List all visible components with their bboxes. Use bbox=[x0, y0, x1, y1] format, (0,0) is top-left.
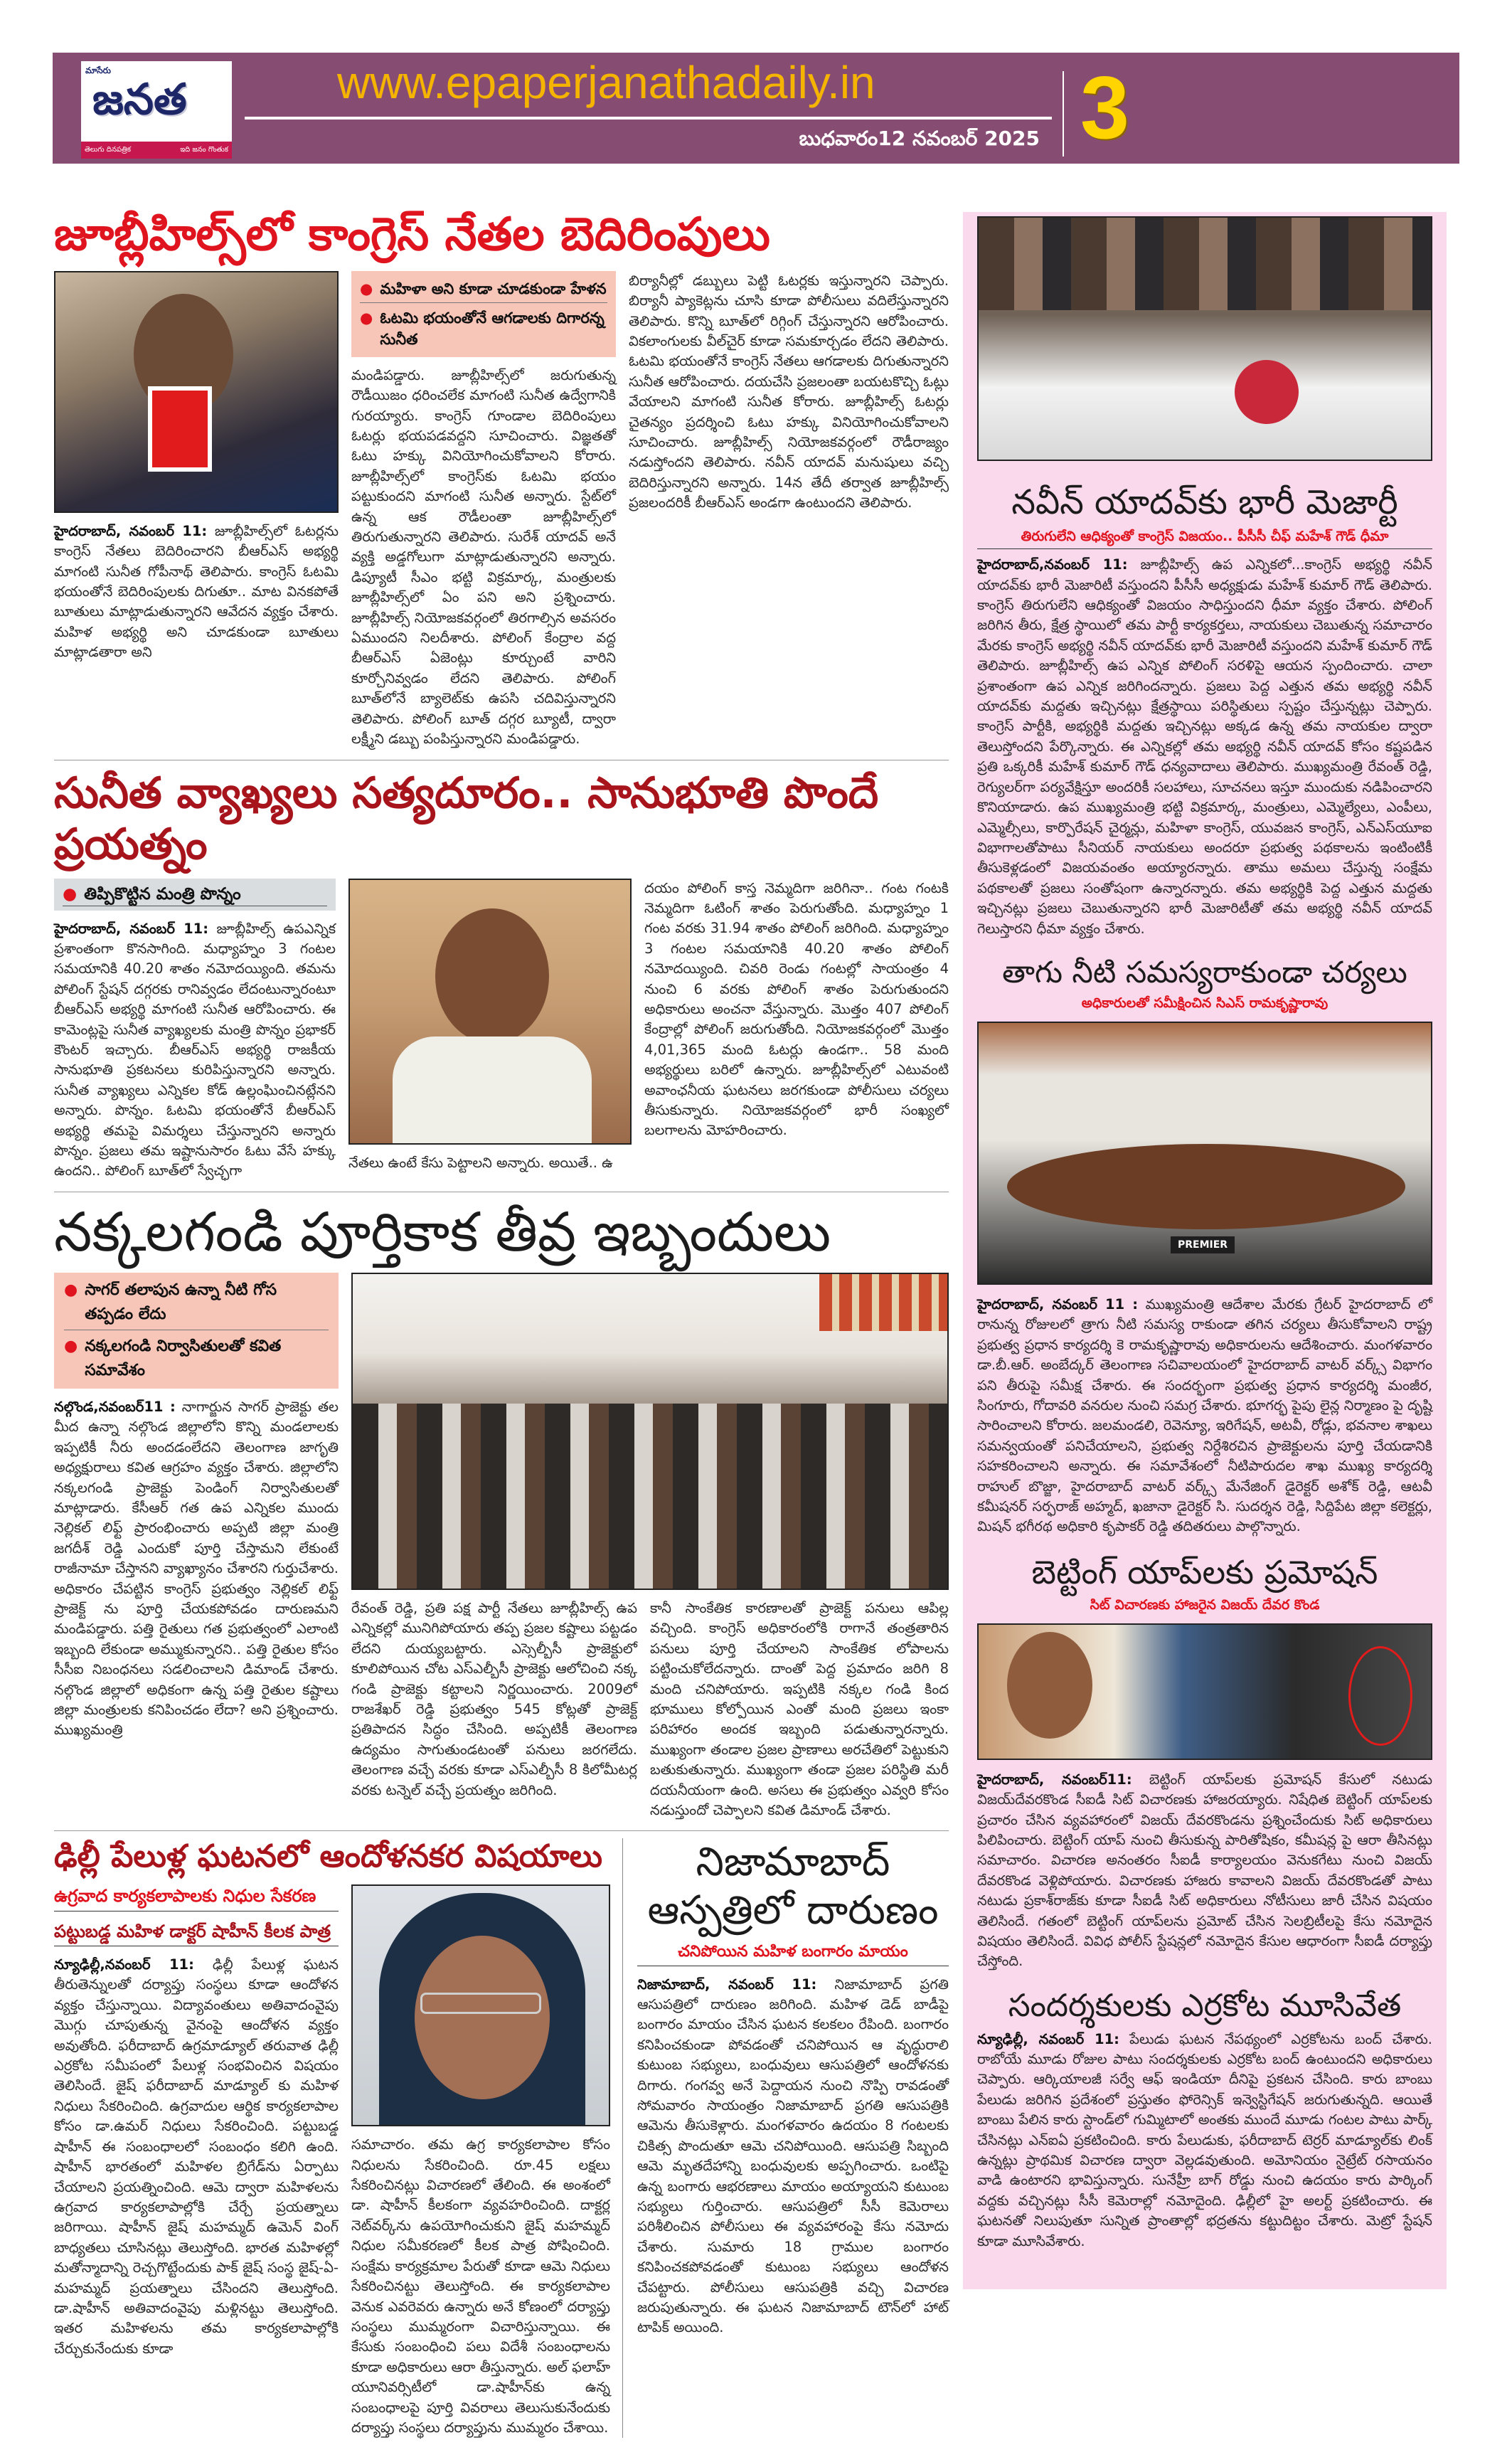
headline-betting[interactable]: బెట్టింగ్ యాప్‌లకు ప్రమోషన్ bbox=[1031, 1552, 1378, 1591]
masthead-vertical-divider bbox=[1063, 71, 1064, 157]
article-sunitha-photo-tail: నేతలు ఉంటే కేసు పెట్టాలని అన్నారు. అయితే.. ఉ bbox=[348, 1154, 613, 1171]
photo-minister-ponnam bbox=[348, 879, 632, 1145]
mic-tv-news-icon bbox=[148, 386, 212, 472]
website-link[interactable]: www.epaperjanathadaily.in bbox=[337, 57, 875, 108]
article-nakkalagandi bbox=[54, 1199, 949, 1832]
bottom-left-row bbox=[54, 1838, 949, 2448]
photo-bouquet bbox=[1235, 360, 1299, 424]
bullet-icon: ● bbox=[64, 1280, 78, 1299]
photo-crowd bbox=[979, 218, 1431, 310]
headline-nizamabad-line2: ఆస్పత్రిలో దారుణం bbox=[647, 1887, 939, 1934]
article-jubilee-col3: బిర్యానీల్లో డబ్బులు పెట్టి ఓటర్లకు ఇస్తున్నారని చెప్పారు. బిర్యానీ ప్యాకెట్లను చూసి కూడా పోలీసులు వదిలేస్తున్నారని తెలిపారు. కొన్ని బూత్‌లో రిగ్గింగ్ చేస్తున్నారని ఆరోపించారు. వికలాంగులకు వీల్‌చైర్ కూడా సమకూర్చడం లేదని తెలిపారు. ఓటమి భయంతోనే కాంగ్రెస్ నేతలు ఆగడాలకు దిగుతున్నారని సునీత ఆరోపించారు. దయచేసి ప్రజలంతా బయటకొచ్చి ఓట్లు వేయాలని మాగంటి సునీత కోరారు. జూబ్లీహిల్స్ ఓటర్లు చైతన్యం ప్రదర్శించి ఓటు హక్కు వినియోగించుకోవాలని సూచించారు. జూబ్లీహిల్స్ నియోజకవర్గంలో రౌడీరాజ్యం నడుస్తోందని తెలిపారు. నవీన్ యాదవ్ మనుషులు వచ్చి బెదిరిస్తున్నారని అన్నారు. 14న తేదీ తర్వాత జూబ్లీహిల్స్ ప్రజలందరికీ బీఆర్ఎస్ అండగా ఉంటుందని తెలిపారు. bbox=[629, 272, 949, 511]
newspaper-logo[interactable] bbox=[81, 61, 232, 159]
red-circle-highlight-icon bbox=[1348, 1646, 1412, 1746]
photo-dr-shaheen bbox=[351, 1884, 610, 2126]
headline-jubilee[interactable]: జూబ్లీహిల్స్‌లో కాంగ్రెస్ నేతల బెదిరింపులు bbox=[54, 208, 770, 261]
subhead-water: అధికారులతో సమీక్షించిన సిఎస్ రామకృష్ణారావు bbox=[1081, 995, 1329, 1012]
headline-red-fort[interactable]: సందర్శకులకు ఎర్రకోట మూసివేత bbox=[1008, 1987, 1402, 2024]
glasses-icon bbox=[420, 1993, 541, 2014]
article-nakkalagandi-col1: నల్గొండ,నవంబర్11 : నాగార్జున సాగర్ ప్రాజెక్టు తల మీద ఉన్నా నల్గొండ జిల్లాలోని కొన్ని మండలాలకు ఇప్పటికీ నీరు అందడంలేదని తెలంగాణ జాగృతి అధ్యక్షురాలు కవిత ఆగ్రహం వ్యక్తం చేశారు. జిల్లాలోని నక్కలగండి ప్రాజెక్టు పెండింగ్ నిర్వాసితులతో మాట్లాడారు. కేసీఆర్ గత ఉప ఎన్నికల ముందు నెల్లికల్ లిఫ్ట్ ప్రారంభించారు అప్పటి జిల్లా మంత్రి జగదీశ్ రెడ్డి ఎందుకో పూర్తి చేస్తామని లేకుంటే రాజీనామా చేస్తానని వ్యాఖ్యానం చేశారని గుర్తుచేశారు. అధికారం చేపట్టిన కాంగ్రెస్ ప్రభుత్వం నెల్లికల్ లిఫ్ట్ ప్రాజెక్ట్ ను పూర్తి చేయకపోవడం దారుణమని మండిపడ్డారు. పత్తి రైతులు గత ప్రభుత్వంలో ఎలాంటి ఇబ్బంది లేకుండా అమ్ముకున్నారని.. పత్తి రైతుల కోసం సీసీఐ నిబంధనలు సడలించాలని డిమాండ్ చేశారు. నల్గొండ జిల్లాలో అధికంగా ఉన్న పత్తి రైతుల కష్టాలు జిల్లా మంత్రులకు కనిపించడం లేదా? అని ప్రశ్నించారు. ముఖ్యమంత్రి bbox=[54, 1398, 339, 1739]
masthead-divider bbox=[245, 117, 1052, 120]
logo-tagline-band bbox=[81, 142, 232, 159]
highlight-item: ● మహిళా అని కూడా చూడకుండా హేళన bbox=[360, 278, 607, 303]
photo-tent-canopy bbox=[819, 1274, 947, 1331]
headline-delhi-blast[interactable]: ఢిల్లీ పేలుళ్ల ఘటనలో ఆందోళనకర విషయాలు bbox=[54, 1838, 602, 1875]
article-nakkalagandi-col3: కానీ సాంకేతిక కారణాలతో ప్రాజెక్ట్ పనులు ఆపిల్ల వచ్చింది. కాంగ్రెస్ అధికారంలోకి రాగానే తంత్రతారిన పనులు పూర్తి చేయాలని సాంకేతిక లోపాలను పట్టించుకోలేదన్నారు. దాంతో పెద్ద ప్రమాదం జరిగి 8 మంది చనిపోయారు. ఇప్పటికి నక్కల గండి కింద భూములు కోల్పోయిన ఎంతో మంది ప్రజలు ఇంకా పరిహారం అందక ఇబ్బంది పడుతున్నారన్నారు. ముఖ్యంగా తండాల ప్రజల ప్రాణాలు అరచేతిలో పెట్టుకుని బతుకుతున్నారు. ముఖ్యంగా తండా ప్రజల పరిస్థితి మరీ దయనీయంగా ఉంది. అసలు ఈ ప్రభుత్వం ఎవ్వరి కోసం నడుస్తుందో చెప్పాలని కవిత డిమాండ్ చేశారు. bbox=[650, 1599, 949, 1819]
headline-nizamabad-line1: నిజామాబాద్ bbox=[696, 1839, 890, 1886]
article-red-fort-body: న్యూఢిల్లీ, నవంబర్ 11: పేలుడు ఘటన నేపథ్యంలో ఎర్రకోటను బంద్ చేశారు. రాబోయే మూడు రోజుల పాటు సందర్శకులకు ఎర్రకోట బంద్ ఉంటుందని అధికారులు చెప్పారు. ఆర్కియాలజీ సర్వే ఆఫ్ ఇండియా దీనిపై ప్రకటన చేసింది. కారు బాంబు పేలుడు జరిగిన ప్రదేశంలో ప్రస్తుతం ఫోరెన్సిక్ ఇన్వెస్టిగేషన్ జరుగుతున్నది. ఆయితే బాంబు పేలిన కారు స్టాండ్‌లో గుమ్మిటాలో అంతకు ముందే మూడు గంటల పాటు పార్క్ చేసినట్లు ఎన్ఐఏ ప్రకటించింది. కారు పేలుడుకు, ఫరీదాబాద్ టెర్రర్ మాడ్యూల్‌కు లింక్ ఉన్నట్లు ప్రాథమిక విచారణ ద్వారా వెల్లడవుతుంది. అమోనియం నైట్రేట్ రసాయనం వాడి ఉంటారని భావిస్తున్నారు. సునేహ్రీ బాగ్ రోడ్డు నుంచి ఉదయం కారు పార్కింగ్ వద్దకు వచ్చినట్లు సీసీ కెమెరాల్లో నమోదైంది. ఢిల్లీలో హై అలర్ట్ ప్రకటించారు. ఈ ఘటనతో నిలుపుతూ సున్నిత ప్రాంతాల్లో భద్రతను కట్టుదిట్టం చేశారు. మెట్రో స్టేషన్ కూడా మూసివేశారు. bbox=[977, 2030, 1432, 2249]
subhead-nizamabad: చనిపోయిన మహిళ బంగారం మాయం bbox=[637, 1941, 949, 1966]
article-delhi-col1: న్యూఢిల్లీ,నవంబర్ 11: ఢిల్లీ పేలుళ్ల ఘటన తీరుతెన్నులతో దర్యాప్తు సంస్థలు కూడా ఆందోళన వ్యక్తం చేస్తున్నాయి. విద్యావంతులు అతివాదంవైపు మొగ్గు చూపుతున్న వైనంపై ఆందోళన వ్యక్తం అవుతోంది. ఫరీదాబాద్ ఉగ్రమాడ్యూల్ తరువాత ఢిల్లీ ఎర్రకోట సమీపంలో పేలుళ్ల సంభవించిన విషయం తెలిసిందే. జైష్ ఫరీదాబాద్ మాడ్యూల్ కు మహిళ నిధులు సేకరించింది. ఉగ్రవాదుల ఆర్థిక కార్యకలాపాల కోసం డా.ఉమర్ నిధులు సేకరించింది. పట్టుబడ్డ షాహీన్ ఈ సంబంధాలలో సంబంధం కలిగి ఉంది. షాహీన్ భారతంలో మహిళల బ్రిగేడ్‌ను ఏర్పాటు చేయాలని ప్రయత్నించింది. ఆమె ద్వారా మహిళలను ఉగ్రవాద కార్యకలాపాల్లోకి చేర్చే ప్రయత్నాలు జరిగాయి. షాహీన్ జైష్ మహమ్మద్ ఉమెన్ వింగ్ బాధ్యతలు చూసినట్లు తెలుస్తోంది. భారత మహిళల్లో మతోన్మాదాన్ని రెచ్చగొట్టేందుకు పాక్ జైష్ సంస్థ జైష్-ఏ- మహమ్మద్ ప్రయత్నాలు చేసిందని తెలుస్తోంది. డా.షాహీన్ అతివాదంవైపు మళ్లినట్టు తెలుస్తోంది. ఇతర మహిళలను తమ కార్యకలాపాల్లోకి చేర్చుకునేందుకు కూడా bbox=[54, 1956, 339, 2357]
photo-kavitha-meeting bbox=[351, 1273, 949, 1590]
logo-tag-right: ఇది జనం గొంతుక bbox=[180, 146, 228, 154]
article-betting-body: హైదరాబాద్, నవంబర్11: బెట్టింగ్ యాప్‌లకు ప్రమోషన్ కేసులో నటుడు విజయ్‌దేవరకొండ సీఐడీ సిట్ విచారణకు హాజరయ్యారు. నిషేధిత బెట్టింగ్ యాప్‌లకు ప్రచారం చేసిన వ్యవహారంలో విజయ్ దేవరకొండను ప్రశ్నించేందుకు సిట్ అధికారులు పిలిపించారు. బెట్టింగ్ యాప్ నుంచి తీసుకున్న పారితోషికం, కమీషన్ల పై ఆరా తీసినట్లు సమాచారం. విచారణ అనంతరం సీఐడీ కార్యాలయం వెనుకగేటు నుంచి విజయ్ దేవరకొండ వెళ్లిపోయారు. విచారణకు హాజరు కావాలని విజయ్ దేవరకొండతో పాటు నటుడు ప్రకాశ్‌రాజ్‌కు కూడా సీఐడీ సిట్ అధికారులు నోటీసులు జారీ చేసిన విషయం తెలిసిందే. గతంలో బెట్టింగ్ యాప్‌లను ప్రమోట్ చేసిన సెలబ్రిటీలపై కేసు నమోదైన విషయం తెలిసిందే. వివిధ పోలీస్ స్టేషన్లలో నమోదైన కేసుల ఆధారంగా సీఐడీ దర్యాప్తు చేస్తోంది. bbox=[977, 1771, 1432, 1970]
article-jubilee-col1: హైదరాబాద్, నవంబర్ 11: జూబ్లీహిల్స్‌లో ఓటర్లను కాంగ్రెస్ నేతలు బెదిరించారని బీఆర్ఎస్ అభ్యర్థి మాగంటి సునీత గోపీనాథ్ తెలిపారు. కాంగ్రెస్ ఓటమి భయంతోనే బెదిరింపులకు దిగుతూ.. మాట వినకపోతే బూతులు మాట్లాడుతున్నారని ఆవేదన వ్యక్తం చేశారు. మహిళ అభ్యర్థి అని చూడకుండా బూతులు మాట్లాడతారా అని bbox=[54, 522, 339, 661]
article-sunitha-statements bbox=[54, 768, 949, 1192]
logo-tag-left: తెలుగు దినపత్రిక bbox=[85, 146, 132, 154]
article-jubilee bbox=[54, 208, 949, 760]
highlights-jubilee bbox=[351, 271, 616, 357]
subhead-betting: సిట్ విచారణకు హాజరైన విజయ్ దేవర కొండ bbox=[1090, 1597, 1320, 1613]
article-water-body: హైదరాబాద్, నవంబర్ 11 : ముఖ్యమంత్రి ఆదేశాల మేరకు గ్రేటర్ హైదరాబాద్ లో రానున్న రోజులలో త్రాగు నీటి సమస్య రాకుండా తగిన చర్యలు తీసుకోవాలని రాష్ట్ర ప్రభుత్వ ప్రధాన కార్యదర్శి కె రామకృష్ణారావు అధికారులను ఆదేశించారు. మంగళవారం డా.బీ.ఆర్. అంబేద్కర్ తెలంగాణ సచివాలయంలో హైదరాబాద్ వాటర్ వర్క్స్ విభాగం పని తీరుపై సమీక్ష చేశారు. ఈ సందర్భంగా ప్రభుత్వ ప్రధాన కార్యదర్శి మంజీర, సింగూరు, గోదావరి వనరుల నుంచి సమగ్ర చేశారు. భూగర్భ పైపు లైన్ల నిర్మాణం పై దృష్టి సారించాలని కోరారు. జలమండలి, రెవెన్యూ, ఇరిగేషన్, అటవీ, రోడ్లు, భవనాల శాఖలు సమన్వయంతో పనిచేయాలని, ప్రభుత్వ నిర్దేశిరచిన ప్రాజెక్టులను పూర్తి చేయడానికి సహకరించాలని అన్నారు. ఈ సమావేశంలో నీటిపారుదల శాఖ ముఖ్య కార్యదర్శి రాహుల్ బొజ్జా, హైదరాబాద్ వాటర్ వర్క్స్ మేనేజింగ్ డైరెక్టర్ అశోక్ రెడ్డి, ఆటవీ కమీషనర్ సర్ఫరాజ్ అహ్మద్, ఖజానా డైరెక్టర్ సి. సుదర్శన రెడ్డి, సిద్దిపేట జిల్లా కలెక్టర్లు, మిషన్ భగీరథ అధికారి కృపాకర్ రెడ్డి తదితరులు పాల్గొన్నారు. bbox=[977, 1295, 1432, 1535]
photo-face bbox=[1007, 1632, 1092, 1739]
photo-face bbox=[415, 1936, 550, 2099]
article-nakkalagandi-col2: రేవంత్ రెడ్డి, ప్రతి పక్ష పార్టీ నేతలు జూబ్లీహిల్స్ ఉప ఎన్నికల్లో మునిగిపోయారు తప్ప ప్రజల కష్టాలు పట్టడం లేదని దుయ్యబట్టారు. ఎస్సెల్బీసీ ప్రాజెక్టులో కూలిపోయిన చోట ఎస్ఎల్బీసీ ప్రాజెక్టు ఆలోచించి నక్క గండి ప్రాజెక్టు కట్టాలని నిర్ణయించారు. 2009లో రాజశేఖర్ రెడ్డి ప్రభుత్వం 545 కోట్లతో ప్రాజెక్ట్ ప్రతిపాదన సిద్ధం చేసింది. అప్పటికీ తెలంగాణ ఉద్యమం సాగుతుండటంతో పనులు జరగలేదు. తెలంగాణ వచ్చే వరకు కూడా ఎస్ఎల్బీసీ 8 కిలోమీటర్ల వరకు టన్నెల్ వచ్చే ప్రయత్నం జరిగింది. bbox=[351, 1599, 637, 1798]
headline-naveen[interactable]: నవీన్ యాదవ్‌కు భారీ మెజార్టీ bbox=[1011, 482, 1398, 522]
headline-nakkalagandi[interactable]: నక్కలగండి పూర్తికాక తీవ్ర ఇబ్బందులు bbox=[54, 1199, 831, 1263]
headline-nizamabad[interactable] bbox=[637, 1838, 949, 1934]
bullet-icon: ● bbox=[360, 309, 373, 327]
article-jubilee-col2: మండిపడ్డారు. జూబ్లీహిల్స్‌లో జరుగుతున్న రౌడీయిజం ధరించలేక మాగంటి సునీత ఉద్వేగానికి గురయ్యారు. కాంగ్రెస్ గూండాల బెదిరింపులు ఓటర్లు భయపడవద్దని సూచించారు. విజ్ఞతతో ఓటు హక్కు వినియోగించుకోవాలని కోరారు. జూబ్లీహిల్స్‌లో కాంగ్రెస్‌కు ఓటమి భయం పట్టుకుందని మాగంటి సునీత అన్నారు. స్టేట్‌లో ఉన్న ఆక రౌడీలంతా జూబ్లీహిల్స్‌లో తిరుగుతున్నారని తెలిపారు. సురేశ్ యాదవ్ అనే వ్యక్తి అడ్డగోలుగా మాట్లాడుతున్నారని అన్నారు. డిప్యూటీ సీఎం భట్టి విక్రమార్క, మంత్రులకు జూబ్లీహిల్స్‌లో ఏం పని అని ప్రశ్నించారు. జూబ్లీహిల్స్ నియోజకవర్గంలో తిరగాల్సిన అవసరం ఏముందని నిలదీశారు. పోలింగ్ కేంద్రాల వద్ద బీఆర్ఎస్ ఏజెంట్లు కూర్చుంటే వారిని కూర్చోనివ్వడం లేదని తెలిపారు. పోలింగ్ బూత్‌లోనే బ్యాలెట్‌కు ఉపసి చదివిస్తున్నారని తెలిపారు. పోలింగ్ బూత్ దగ్గర బ్యూటీ, ద్వారా లక్ష్మీని డబ్బు పంపిస్తున్నారని మండిపడ్డారు. bbox=[351, 366, 616, 748]
bullet-icon: ● bbox=[63, 884, 78, 903]
photo-face bbox=[435, 908, 549, 1044]
subhead-delhi-1: ఉగ్రవాద కార్యకలాపాలకు నిధుల సేకరణ bbox=[54, 1884, 339, 1911]
edition-date: బుధవారం12 నవంబర్ 2025 bbox=[799, 127, 1040, 150]
article-naveen-body: హైదరాబాద్,నవంబర్ 11: జూబ్లీహిల్స్ ఉప ఎన్నికలో...కాంగ్రెస్ అభ్యర్థి నవీన్ యాదవ్‌కు భారీ మెజారిటీ వస్తుందని పీసీసీ అధ్యక్షుడు మహేశ్ కుమార్ గౌడ్ తెలిపారు. కాంగ్రెస్ తిరుగులేని ఆధిక్యంతో విజయం సాధిస్తుందని ధీమా వ్యక్తం చేశారు. పోలింగ్ జరిగిన తీరు, క్షేత్ర స్థాయిలో తమ పార్టీ కార్యకర్తలు, నాయకులు చెబుతున్న సమాచారం మేరకు కాంగ్రెస్ అభ్యర్థి నవీన్ యాదవ్‌కు భారీ మెజారిటీ వస్తుందని మహేశ్ కుమార్ గౌడ్ తెలిపారు. జూబ్లీహిల్స్ ఉప ఎన్నిక పోలింగ్ సరళిపై ఆయన స్పందించారు. చాలా ప్రశాంతంగా ఉప ఎన్నిక జరిగిందన్నారు. ప్రజలు పెద్ద ఎత్తున తమ అభ్యర్థి నవీన్ యాదవ్‌కు మద్దతు ఇచ్చినట్లు క్షేత్రస్థాయి పరిస్థితులు స్పష్టం చేస్తున్నట్లు చెప్పారు. కాంగ్రెస్ పార్టీకి, అభ్యర్థికి మద్దతు ఇచ్చినట్లు అక్కడ ఉన్న తమ నాయకుల ద్వారా తెలుస్తోందని పేర్కొన్నారు. ఈ ఎన్నికల్లో తమ అభ్యర్థి నవీన్ యాదవ్ కోసం కష్టపడిన ప్రతి ఒక్కరికీ మహేశ్ కుమార్ గౌడ్ ధన్యవాదాలు తెలిపారు. ముఖ్యమంత్రి రేవంత్ రెడ్డి, రెగ్యులర్‌గా పర్యవేక్షిస్తూ అందరికీ సలహాలు, సూచనలు ఇస్తూ ముందుకు నడిపించారని కొనియాడారు. ఉప ముఖ్యమంత్రి భట్టి విక్రమార్క, మంత్రులు, ఎమ్మెల్యేలు, ఎంపీలు, ఎమ్మెల్సీలు, కార్పొరేషన్ చైర్మన్లు, మహిళా కాంగ్రెస్, యువజన కాంగ్రెస్, ఎన్ఎస్‌యూఐ విభాగాలతోపాటు సీనియర్ నాయకులు అందరూ ప్రభుత్వ పథకాలను ఇంటింటికీ తీసుకెళ్లడంలో విజయవంతం అయ్యారన్నారు. తాము అమలు చేస్తున్న సంక్షేమ పథకాలతో ప్రజలు సంతోషంగా ఉన్నారన్నారు. తమ అభ్యర్థికి పెద్ద ఎత్తున మద్దతు ఇచ్చినట్లు ప్రజలు చెబుతున్నారని భారీ మెజారిటీతో తమ అభ్యర్థి నవీన్ యాదవ్ గెలుస్తారని ధీమా వ్యక్తం చేశారు. bbox=[977, 556, 1432, 937]
highlight-item: ● సాగర్ తలాపున ఉన్నా నీటి గోస తప్పడం లేదు bbox=[64, 1278, 329, 1330]
article-delhi-col2: సమాచారం. తమ ఉగ్ర కార్యకలాపాల కోసం నిధులను సేకరించింది. రూ.45 లక్షలు సేకరించినట్లు విచారణలో తేలింది. ఈ అంశంలో డా. షాహీన్ కీలకంగా వ్యవహరించింది. దాక్టర్ల నెట్‌వర్క్‌ను ఉపయోగించుకుని జైష్ మహమ్మద్ నిధుల సమీకరణలో కీలక పాత్ర పోషించింది. సంక్షేమ కార్యక్రమాల పేరుతో కూడా ఆమె నిధులు సేకరించినట్టు తెలుస్తోంది. ఈ కార్యకలాపాల వెనుక ఎవరెవరు ఉన్నారు అనే కోణంలో దర్యాప్తు సంస్థలు ముమ్మరంగా విచారిస్తున్నాయి. ఈ కేసుకు సంబంధించి పలు విదేశీ సంబంధాలను కూడా అధికారులు ఆరా తీస్తున్నారు. అల్ ఫలాహ్ యూనివర్సిటీలో డా.షాహీన్‌కు ఉన్న సంబంధాలపై పూర్తి వివరాలు తెలుసుకునేందుకు దర్యాప్తు సంస్థలు దర్యాప్తును ముమ్మరం చేశాయి. bbox=[351, 2136, 610, 2436]
photo-sign: PREMIER bbox=[1171, 1236, 1235, 1253]
subhead-delhi-2: పట్టుబడ్డ మహిళ డాక్టర్ షాహీన్ కీలక పాత్ర bbox=[54, 1920, 339, 1946]
photo-vijay-deverakonda bbox=[977, 1623, 1432, 1760]
article-delhi-blast bbox=[54, 1838, 623, 2438]
highlights-nakkalagandi bbox=[54, 1273, 339, 1389]
highlight-item: ● ఓటమి భయంతోనే ఆగడాలకు దిగారన్న సునీత bbox=[360, 307, 607, 350]
highlight-item: ● తిప్పికొట్టిన మంత్రి పొన్నం bbox=[63, 883, 327, 906]
photo-crowd bbox=[353, 1404, 947, 1589]
photo-naveen-yadav bbox=[977, 216, 1432, 461]
photo-cs-review-meeting bbox=[977, 1022, 1432, 1285]
subhead-naveen: తిరుగులేని ఆధిక్యంతో కాంగ్రెస్ విజయం.. పీసీసీ చీఫ్ మహేశ్ గౌడ్ ధీమా bbox=[977, 528, 1432, 550]
headline-water[interactable]: తాగు నీటి సమస్యరాకుండా చర్యలు bbox=[1002, 954, 1407, 990]
logo-small-text: మాసేరు bbox=[85, 65, 111, 75]
highlight-ponnam bbox=[54, 879, 336, 911]
highlight-item: ● నక్కలగండి నిర్వాసితులతో కవిత సమావేశం bbox=[64, 1335, 329, 1383]
right-column bbox=[963, 212, 1447, 2289]
article-sunitha-col2: దయం పోలింగ్ కాస్త నెమ్మదిగా జరిగినా.. గంట గంటకి నెమ్మదిగా ఓటింగ్ శాతం పెరుగుతోంది. మధ్యాహ్నం 1 గంట వరకు 31.94 శాతం పోలింగ్ జరిగింది. మధ్యాహ్నం 3 గంటల సమయానికి 40.20 శాతం పోలింగ్ నమోదయ్యింది. చివరి రెండు గంటల్లో సాయంత్రం 4 నుంచి 6 వరకు పోలింగ్ శాతం పెరుగుతుందని అధికారులు అంచనా వేస్తున్నారు. మొత్తం 407 పోలింగ్ కేంద్రాల్లో పోలింగ్ జరుగుతోంది. నియోజకవర్గంలో మొత్తం 4,01,365 మంది ఓటర్లు ఉండగా.. 58 మంది అభ్యర్థులు బరిలో ఉన్నారు. జూబ్లీహిల్స్‌లో ఎటువంటి అవాంఛనీయ ఘటనలు జరగకుండా పోలీసులు చర్యలు తీసుకున్నారు. నియోజకవర్గంలో భారీ సంఖ్యలో బలగాలను మోహరించారు. bbox=[644, 879, 949, 1139]
article-nizamabad bbox=[623, 1838, 949, 2338]
page-number: 3 bbox=[1080, 59, 1129, 157]
headline-sunitha-statements[interactable]: సునీత వ్యాఖ్యలు సత్యదూరం.. సానుభూతి పొందే ప్రయత్నం bbox=[54, 768, 879, 869]
logo-title: జనత bbox=[92, 75, 187, 124]
article-sunitha-col1: హైదరాబాద్, నవంబర్ 11: జూబ్లీహిల్స్ ఉపఎన్నిక ప్రశాంతంగా కొనసాగింది. మధ్యాహ్నం 3 గంటల సమయానికి 40.20 శాతం నమోదయ్యింది. తమను పోలింగ్ స్టేషన్ దగ్గరకు రానివ్వడం లేదంటున్నారంటూ బీఆర్ఎస్ అభ్యర్థి మాగంటి సునీత ఆరోపించారు. ఈ కామెంట్లపై సునీత వ్యాఖ్యలకు మంత్రి పొన్నం ప్రభాకర్ కౌంటర్ ఇచ్చారు. బీఆర్ఎస్ అభ్యర్థి రాజకీయ సానుభూతి ప్రకటనలు కురిపిస్తున్నారని అన్నారు. సునీత వ్యాఖ్యలు ఎన్నికల కోడ్ ఉల్లంఘించినట్లేనని అన్నారు. పొన్నం. ఓటమి భయంతోనే బీఆర్ఎస్ అభ్యర్థి తమపై విమర్శలు చేస్తున్నారని అన్నారు పొన్నం. ప్రజలు తమ ఇష్టానుసారం ఓటు వేసే హక్కు ఉందని.. పోలింగ్ బూత్‌లో స్వేచ్ఛగా bbox=[54, 920, 336, 1179]
photo-shirt bbox=[393, 1036, 592, 1145]
left-content-area bbox=[54, 208, 949, 2455]
article-nizamabad-body: నిజామాబాద్, నవంబర్ 11: నిజామాబాద్ ప్రగతి ఆసుపత్రిలో దారుణం జరిగింది. మహిళ డెడ్ బాడీపై బంగారం మాయం చేసిన ఘటన కలకలం రేపింది. బంగారం కనిపించకుండా పోవడంతో చనిపోయిన ఆ వృద్ధురాలి కుటుంబ సభ్యులు, బంధువులు ఆసుపత్రిలో ఆందోళనకు దిగారు. గంగవ్వ అనే పెద్దాయన నుంచి నొప్పి రావడంతో సోమవారం సాయంత్రం నిజామాబాద్ ప్రగతి ఆసుపత్రికి ఆమెను తీసుకెళ్లారు. మంగళవారం ఉదయం 8 గంటలకు చికిత్స పొందుతూ ఆమె చనిపోయింది. ఆసుపత్రి సిబ్బంది ఆమె మృతదేహాన్ని బంధువులకు అప్పగించారు. ఒంటిపై ఉన్న బంగారు ఆభరణాలు మాయం అయ్యాయని కుటుంబ సభ్యులు గుర్తించారు. ఆసుపత్రిలో సీసీ కెమెరాలు పరిశీలించిన పోలీసులు ఈ వ్యవహారంపై కేసు నమోదు చేశారు. సుమారు 18 గ్రాముల బంగారం కనిపించకపోవడంతో కుటుంబ సభ్యులు ఆందోళన చేపట్టారు. పోలీసులు ఆసుపత్రికి వచ్చి విచారణ జరుపుతున్నారు. ఈ ఘటన నిజామాబాద్ టౌన్‌లో హాట్ టాపిక్ అయింది. bbox=[637, 1976, 949, 2336]
bullet-icon: ● bbox=[360, 280, 373, 297]
photo-conference-table bbox=[1007, 1144, 1405, 1229]
bullet-icon: ● bbox=[64, 1337, 78, 1355]
masthead bbox=[53, 53, 1459, 164]
photo-sunitha-press bbox=[54, 271, 339, 513]
